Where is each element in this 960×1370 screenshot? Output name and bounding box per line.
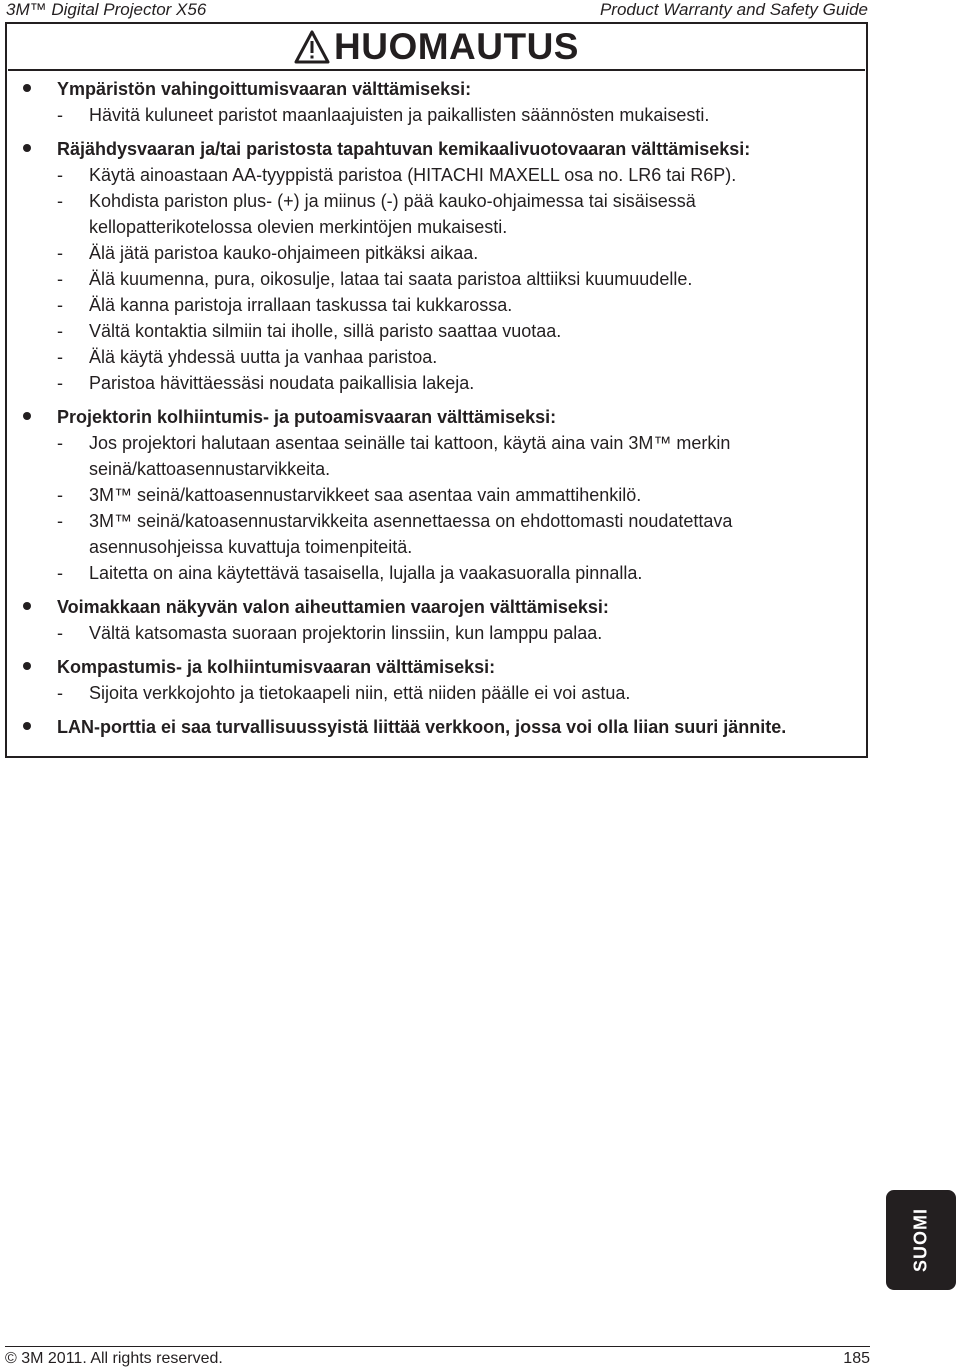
list-item: - Kohdista pariston plus- (+) ja miinus (-) pää kauko-ohjaimessa tai sisäisessä kellopatterikotelossa olevien merkintöjen mukaisesti.	[57, 191, 696, 237]
warning-box	[5, 22, 868, 758]
bullet	[23, 602, 31, 610]
list-item: - Käytä ainoastaan AA-tyyppistä paristoa (HITACHI MAXELL osa no. LR6 tai R6P).	[57, 165, 737, 185]
list-item: - Vältä kontaktia silmiin tai iholle, sillä paristo saattaa vuotaa.	[57, 321, 562, 341]
section-light	[23, 594, 858, 646]
list-item: - Jos projektori halutaan asentaa seinälle tai kattoon, käytä aina vain 3M™ merkin seinä/kattoasennustarvikkeita.	[57, 433, 731, 479]
bullet	[23, 722, 31, 730]
footer-copyright: © 3M 2011. All rights reserved.	[5, 1350, 223, 1367]
section-title: Voimakkaan näkyvän valon aiheuttamien vaarojen välttämiseksi:	[57, 597, 609, 617]
header-guide-title: Product Warranty and Safety Guide	[599, 0, 868, 19]
warning-content	[23, 76, 858, 748]
section-environment	[23, 76, 858, 128]
list-item: - Vältä katsomasta suoraan projektorin linssiin, kun lamppu palaa.	[57, 623, 603, 643]
list-item: - Hävitä kuluneet paristot maanlaajuisten ja paikallisten säännösten mukaisesti.	[57, 105, 710, 125]
section-title: LAN-porttia ei saa turvallisuussyistä liittää verkkoon, jossa voi olla liian suuri jännite.	[57, 717, 787, 737]
warning-title: HUOMAUTUS	[334, 26, 579, 67]
section-lan	[23, 714, 858, 740]
header-product-name: 3M™ Digital Projector X56	[6, 0, 207, 19]
bullet	[23, 412, 31, 420]
warning-title-row	[8, 25, 865, 71]
section-battery	[23, 136, 858, 396]
language-tab	[886, 1190, 956, 1290]
section-tripping	[23, 654, 858, 706]
list-item: - 3M™ seinä/kattoasennustarvikkeet saa asentaa vain ammattihenkilö.	[57, 485, 642, 505]
section-title: Räjähdysvaaran ja/tai paristosta tapahtuvan kemikaalivuotovaaran välttämiseksi:	[57, 139, 751, 159]
warning-triangle-icon	[294, 30, 330, 64]
list-item: - Sijoita verkkojohto ja tietokaapeli niin, että niiden päälle ei voi astua.	[57, 683, 631, 703]
list-item: - Älä käytä yhdessä uutta ja vanhaa paristoa.	[57, 347, 438, 367]
section-mounting	[23, 404, 858, 586]
section-title: Kompastumis- ja kolhiintumisvaaran välttämiseksi:	[57, 657, 496, 677]
bullet	[23, 84, 31, 92]
bullet	[23, 662, 31, 670]
bullet	[23, 144, 31, 152]
list-item: - Älä kanna paristoja irrallaan taskussa tai kukkarossa.	[57, 295, 513, 315]
section-title: Projektorin kolhiintumis- ja putoamisvaaran välttämiseksi:	[57, 407, 557, 427]
language-tab-label: SUOMI	[910, 1207, 931, 1273]
list-item: - Paristoa hävittäessäsi noudata paikallisia lakeja.	[57, 373, 475, 393]
list-item: - Älä kuumenna, pura, oikosulje, lataa tai saata paristoa alttiiksi kuumuudelle.	[57, 269, 693, 289]
section-title: Ympäristön vahingoittumisvaaran välttämiseksi:	[57, 79, 472, 99]
page-number: 185	[843, 1350, 870, 1367]
list-item: - 3M™ seinä/katoasennustarvikkeita asennettaessa on ehdottomasti noudatettava asennusohjeissa kuvattuja toimenpiteitä.	[57, 511, 733, 557]
list-item: - Älä jätä paristoa kauko-ohjaimeen pitkäksi aikaa.	[57, 243, 479, 263]
footer-divider	[5, 1346, 870, 1347]
list-item: - Laitetta on aina käytettävä tasaisella, lujalla ja vaakasuoralla pinnalla.	[57, 563, 643, 583]
